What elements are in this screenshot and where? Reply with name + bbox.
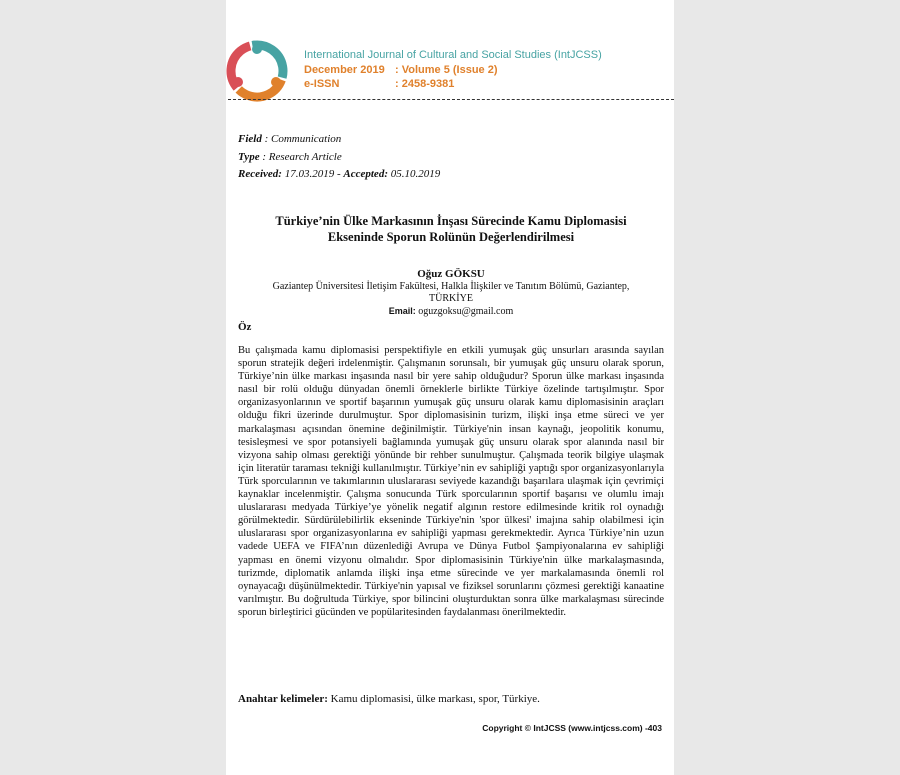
author-affiliation	[238, 281, 664, 305]
received-label: Received:	[238, 168, 282, 180]
journal-logo-icon	[226, 40, 288, 102]
keywords-label: Anahtar kelimeler:	[238, 693, 328, 705]
title-line-2: Ekseninde Sporun Rolünün Değerlendirilmesi	[327, 230, 575, 244]
affiliation-line-1: Gaziantep Üniversitesi İletişim Fakültesi, Halkla İlişkiler ve Tanıtım Bölümü, Gaziantep,	[272, 281, 630, 292]
email-label: Email:	[388, 306, 416, 316]
author-email	[238, 306, 664, 317]
issn-label: e-ISSN	[304, 78, 340, 90]
affiliation-line-2: TÜRKİYE	[429, 293, 473, 304]
paper-page	[226, 0, 674, 775]
field-label: Field	[238, 133, 262, 145]
keywords-value: Kamu diplomasisi, ülke markası, spor, Türkiye.	[330, 693, 540, 705]
accepted-label: Accepted:	[343, 168, 388, 180]
type-value: : Research Article	[262, 151, 342, 163]
issn-value: : 2458-9381	[395, 78, 455, 90]
field-row	[238, 133, 341, 145]
paper-title	[238, 213, 664, 245]
journal-name: International Journal of Cultural and Social Studies (IntJCSS)	[304, 49, 602, 61]
accepted-value: 05.10.2019	[390, 168, 441, 180]
author-name: Oğuz GÖKSU	[417, 268, 485, 280]
logo-head-teal	[252, 44, 262, 54]
type-label: Type	[238, 151, 260, 163]
email-address[interactable]: oguzgoksu@gmail.com	[418, 306, 514, 317]
issn-line	[304, 78, 455, 90]
issue-date: December 2019	[304, 64, 385, 76]
issue-line	[304, 64, 498, 76]
issue-volume: : Volume 5 (Issue 2)	[395, 64, 498, 76]
abstract-heading: Öz	[238, 321, 252, 333]
logo-head-orange	[271, 77, 281, 87]
type-row	[238, 151, 342, 163]
field-value: : Communication	[264, 133, 342, 145]
header-divider	[228, 99, 674, 100]
copyright-footer: Copyright © IntJCSS (www.intjcss.com) -403	[482, 723, 662, 733]
received-value: 17.03.2019 -	[284, 168, 341, 180]
keywords-row	[238, 693, 540, 705]
logo-head-red	[233, 77, 243, 87]
abstract-body: Bu çalışmada kamu diplomasisi perspektifiyle en etkili yumuşak güç unsurları arasında sayılan sporun stratejik değeri irdelenmiştir. Çalışmanın sorunsalı, bir yumuşak güç unsuru olarak sporun, Türkiye’nin ülke markası inşasında nasıl bir yere sahip olduğudur? Sporun ülke markası inşasında nasıl bir rolü olduğu dünyadan önemli örneklerle birlikte Türkiye özelinde tartışılmıştır. Spor organizasyonlarının ve sportif başarının yumuşak güç unsuru olarak kamu diplomasisinin araçları olduğu fikri üzerinde durulmuştur. Spor diplomasisinin turizm, ilişki inşa etme süreci ve yer markalaşması açısından önemine değinilmiştir. Türkiye'nin insan kaynağı, jeopolitik konumu, tesisleşmesi ve spor potansiyeli bağlamında yumuşak güç unsuru olarak spor alanında nasıl bir vizyona sahip olması gerektiği yönünde bir rehber sunulmuştur. Çalışmada teorik bilgiye ulaşmak için literatür taraması tekniği kullanılmıştır. Türkiye’nin ev sahipliği yaptığı spor organizasyonlarıyla Türk sporcularının ve takımlarının uluslararası seviyede kazandığı başarılara ulaşmak için çevrimiçi kaynaklar incelenmiştir. Çalışma sonucunda Türk sporcularının sportif başarısı ve olumlu imajı uluslararası medyada Türkiye’ye yönelik negatif algının restore edilmesinde kritik rol oynadığı görülmektedir. Sürdürülebilirlik ekseninde Türkiye'nin 'spor ülkesi' imajına sahip olabilmesi için uluslararası spor organizasyonlarına ev sahipliği yapması gerekmektedir. Ayrıca Türkiye’nin uzun vadede UEFA ve FIFA’nın düzenlediği Avrupa ve Dünya Futbol Şampiyonalarına ev sahipliği yapması en önemi vizyonu olmalıdır. Spor diplomasisinin Türkiye'nin ülke markalaşmasında, turizmde, diplomatik anlamda ilişki inşa etme sürecinde ve yer markalamasında önemli rol oynayacağı düşünülmektedir. Türkiye'nin yapısal ve fiziksel sorunlarını çözmesi gerektiği kanaatine varılmıştır. Bu doğrultuda Türkiye, spor bilincini oluşturduktan sonra ülke markalaşması sürecinde sporun birleştirici gücünden ve popülaritesinden faydalanması önerilmektedir.	[238, 345, 664, 618]
title-line-1: Türkiye’nin Ülke Markasının İnşası Sürecinde Kamu Diplomasisi	[275, 214, 627, 228]
dates-row	[238, 168, 440, 180]
